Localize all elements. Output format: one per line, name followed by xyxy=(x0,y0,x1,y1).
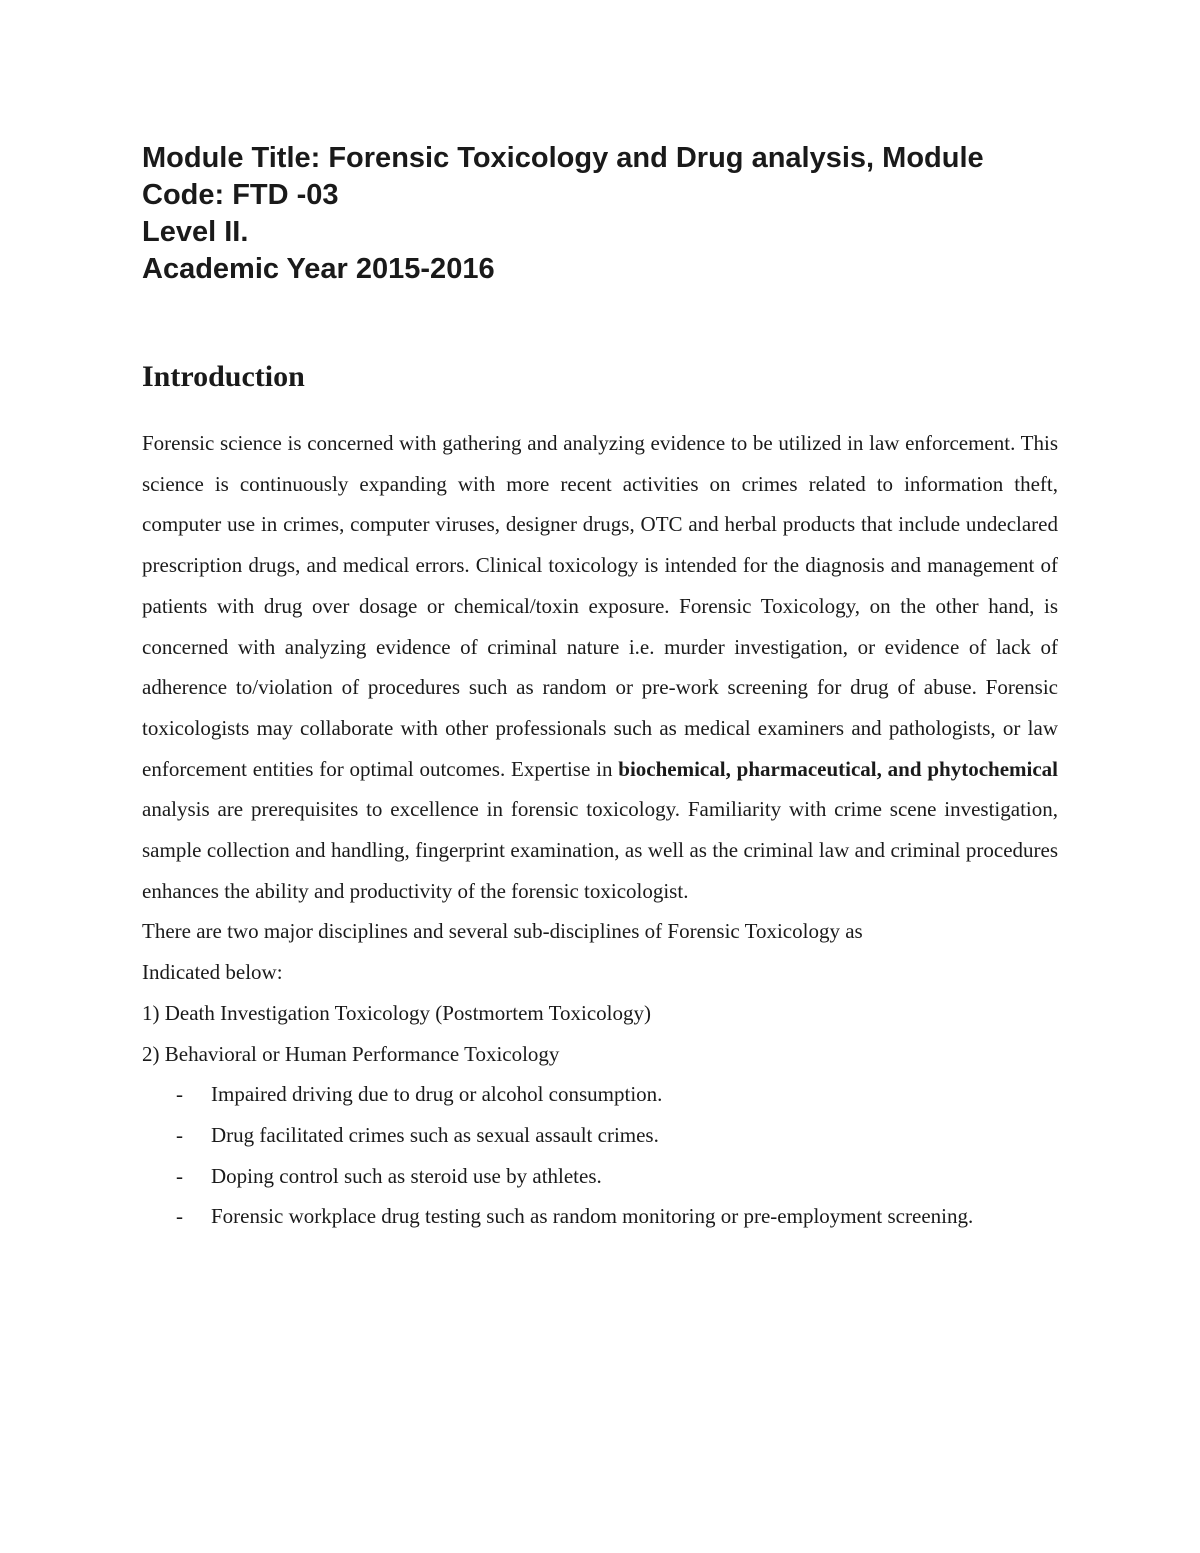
sub-discipline-text: Impaired driving due to drug or alcohol consumption. xyxy=(211,1082,663,1107)
module-header xyxy=(142,140,1072,288)
dash-bullet: - xyxy=(176,1163,183,1188)
module-level-line: Level II. xyxy=(142,216,249,248)
discipline-item-1: 1) Death Investigation Toxicology (Postmortem Toxicology) xyxy=(142,1000,651,1025)
sub-discipline-list xyxy=(142,1074,1058,1237)
dash-bullet: - xyxy=(176,1082,183,1107)
sub-discipline-text: Drug facilitated crimes such as sexual assault crimes. xyxy=(211,1122,659,1147)
introduction-paragraph xyxy=(142,423,1058,911)
module-title-line: Module Title: Forensic Toxicology and Drug analysis, Module xyxy=(142,142,984,174)
discipline-item-2: 2) Behavioral or Human Performance Toxicology xyxy=(142,1041,560,1066)
sub-discipline-item xyxy=(142,1074,1058,1115)
paragraph-text-part2: analysis are prerequisites to excellence in forensic toxicology. Familiarity with crime scene investigation, sample collection and handling, fingerprint examination, as well as the criminal law and criminal procedures enhances the ability and productivity of the forensic toxicologist. xyxy=(142,797,1058,903)
disciplines-intro-line1: There are two major disciplines and several sub-disciplines of Forensic Toxicology as xyxy=(142,919,863,944)
module-code-line: Code: FTD -03 xyxy=(142,179,339,211)
paragraph-text-part1: Forensic science is concerned with gathering and analyzing evidence to be utilized in law enforcement. This science is continuously expanding with more recent activities on crimes related to information theft, computer use in crimes, computer viruses, designer drugs, OTC and herbal products that include undeclared prescription drugs, and medical errors. Clinical toxicology is intended for the diagnosis and management of patients with drug over dosage or chemical/toxin exposure. Forensic Toxicology, on the other hand, is concerned with analyzing evidence of criminal nature i.e. murder investigation, or evidence of lack of adherence to/violation of procedures such as random or pre-work screening for drug of abuse. Forensic toxicologists may collaborate with other professionals such as medical examiners and pathologists, or law enforcement entities for optimal outcomes. Expertise in xyxy=(142,431,1058,781)
dash-bullet: - xyxy=(176,1204,183,1229)
sub-discipline-item xyxy=(142,1115,1058,1156)
paragraph-bold-text: biochemical, pharmaceutical, and phytochemical xyxy=(618,756,1058,781)
introduction-body xyxy=(142,423,1058,1237)
disciplines-intro-line2: Indicated below: xyxy=(142,960,283,985)
sub-discipline-text: Forensic workplace drug testing such as random monitoring or pre-employment screening. xyxy=(211,1204,974,1229)
sub-discipline-text: Doping control such as steroid use by athletes. xyxy=(211,1163,602,1188)
sub-discipline-item xyxy=(142,1196,1058,1237)
dash-bullet: - xyxy=(176,1122,183,1147)
introduction-heading: Introduction xyxy=(142,360,305,393)
academic-year-line: Academic Year 2015-2016 xyxy=(142,253,495,285)
sub-discipline-item xyxy=(142,1156,1058,1197)
